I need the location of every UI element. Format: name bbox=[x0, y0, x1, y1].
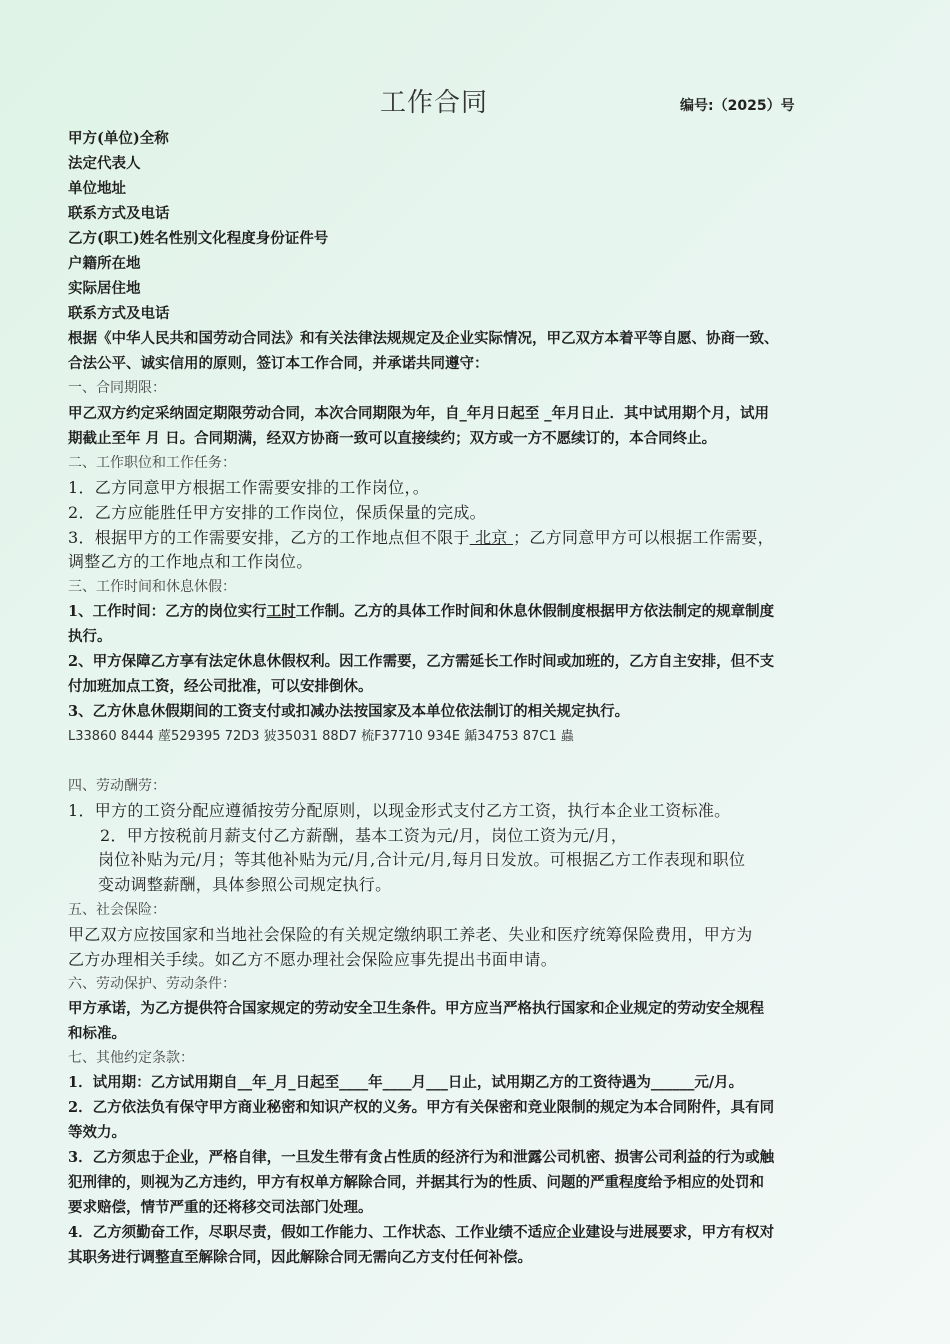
other-clause-3-cont: 犯刑律的，则视为乙方违约，甲方有权单方解除合同，并据其行为的性质、问题的严重程度给予相应的处罚和 bbox=[68, 1174, 764, 1191]
section-heading-protection: 六、劳动保护、劳动条件： bbox=[68, 976, 236, 992]
party-a-contact-field: 联系方式及电话 bbox=[68, 205, 170, 222]
other-clause-3: 3．乙方须忠于企业，严格自律，一旦发生带有贪占性质的经济行为和泄露公司机密、损害公司利益的行为或触 bbox=[68, 1149, 775, 1166]
party-b-contact-field: 联系方式及电话 bbox=[68, 305, 170, 322]
protection-paragraph-line: 甲方承诺，为乙方提供符合国家规定的劳动安全卫生条件。甲方应当严格执行国家和企业规定的劳动安全规程 bbox=[68, 1000, 764, 1017]
other-clause-4: 4．乙方须勤奋工作，尽职尽责，假如工作能力、工作状态、工作业绩不适应企业建设与进展要求，甲方有权对 bbox=[68, 1224, 775, 1241]
pay-clause-2-cont: 变动调整薪酬，具体参照公司规定执行。 bbox=[98, 875, 392, 894]
clause-text: 1、工作时间：乙方的岗位实行 bbox=[68, 603, 267, 620]
pay-clause-2: 2．甲方按税前月薪支付乙方薪酬，基本工资为元/月，岗位工资为元/月， bbox=[100, 826, 628, 845]
other-clause-1: 1．试用期：乙方试用期自__年_月_日起至____年____月___日止，试用期乙方的工资待遇为______元/月。 bbox=[68, 1074, 744, 1091]
section-heading-pay: 四、劳动酬劳： bbox=[68, 778, 166, 794]
party-b-info-field: 乙方(职工)姓名性别文化程度身份证件号 bbox=[68, 230, 329, 247]
position-clause-3 bbox=[68, 525, 888, 548]
pay-clause-1: 1．甲方的工资分配应遵循按劳分配原则，以现金形式支付乙方工资，执行本企业工资标准。 bbox=[68, 801, 731, 820]
clause-text: 3．根据甲方的工作需要安排，乙方的工作地点但不限于 bbox=[68, 528, 470, 547]
other-clause-4-cont: 其职务进行调整直至解除合同，因此解除合同无需向乙方支付任何补偿。 bbox=[68, 1249, 532, 1266]
hours-clause-1-cont: 执行。 bbox=[68, 628, 112, 645]
section-heading-position: 二、工作职位和工作任务： bbox=[68, 455, 236, 471]
work-location-value: 北京 bbox=[469, 528, 514, 547]
hours-clause-2-cont: 付加班加点工资，经公司批准，可以安排倒休。 bbox=[68, 678, 373, 695]
intro-paragraph-line: 根据《中华人民共和国劳动合同法》和有关法律法规规定及企业实际情况，甲乙双方本着平等自愿、协商一致、 bbox=[68, 330, 779, 347]
protection-paragraph-line: 和标准。 bbox=[68, 1025, 126, 1042]
page-title: 工作合同 bbox=[380, 88, 489, 118]
hours-clause-3: 3、乙方休息休假期间的工资支付或扣减办法按国家及本单位依法制订的相关规定执行。 bbox=[68, 703, 630, 720]
party-a-name-field: 甲方(单位)全称 bbox=[68, 130, 169, 147]
position-clause-3-cont: 调整乙方的工作地点和工作岗位。 bbox=[68, 552, 313, 571]
clause-text: ；乙方同意甲方可以根据工作需要， bbox=[513, 528, 774, 547]
term-paragraph-line: 期截止至年 月 日。合同期满，经双方协商一致可以直接续约；双方或一方不愿续订的，本合同终止。 bbox=[68, 430, 717, 447]
other-clause-2: 2．乙方依法负有保守甲方商业秘密和知识产权的义务。甲方有关保密和竞业限制的规定为本合同附件，具有同 bbox=[68, 1099, 775, 1116]
legal-representative-field: 法定代表人 bbox=[68, 155, 141, 172]
hours-clause-2: 2、甲方保障乙方享有法定休息休假权利。因工作需要，乙方需延长工作时间或加班的，乙方自主安排，但不支 bbox=[68, 653, 775, 670]
company-address-field: 单位地址 bbox=[68, 180, 126, 197]
intro-paragraph-line: 合法公平、诚实信用的原则，签订本工作合同，并承诺共同遵守： bbox=[68, 355, 489, 372]
term-paragraph-line: 甲乙双方约定采纳固定期限劳动合同，本次合同期限为年，自_年月日起至 _年月日止．其中试用期个月，试用 bbox=[68, 405, 770, 422]
hours-clause-1 bbox=[68, 600, 888, 621]
pay-clause-2-cont: 岗位补贴为元/月；等其他补贴为元/月,合计元/月,每月日发放。可根据乙方工作表现和职位 bbox=[98, 850, 746, 869]
work-hour-system-value: 工时 bbox=[266, 603, 296, 620]
position-clause-1: 1．乙方同意甲方根据工作需要安排的工作岗位，。 bbox=[68, 478, 430, 497]
household-registration-field: 户籍所在地 bbox=[68, 255, 141, 272]
other-clause-2-cont: 等效力。 bbox=[68, 1124, 126, 1141]
section-heading-insurance: 五、社会保险： bbox=[68, 902, 166, 918]
document-number: 编号:（2025）号 bbox=[680, 98, 795, 114]
residence-field: 实际居住地 bbox=[68, 280, 141, 297]
section-heading-hours: 三、工作时间和休息休假： bbox=[68, 579, 236, 595]
section-heading-other: 七、其他约定条款： bbox=[68, 1050, 194, 1066]
garbled-code-line: L33860 8444 蓙529395 72D3 狓35031 88D7 梳F37710 934E 鍎34753 87C1 蟲 bbox=[68, 729, 574, 744]
insurance-paragraph-line: 甲乙双方应按国家和当地社会保险的有关规定缴纳职工养老、失业和医疗统筹保险费用，甲方为 bbox=[68, 925, 753, 944]
position-clause-2: 2．乙方应能胜任甲方安排的工作岗位，保质保量的完成。 bbox=[68, 503, 486, 522]
section-heading-term: 一、合同期限： bbox=[68, 380, 166, 396]
other-clause-3-cont: 要求赔偿，情节严重的还将移交司法部门处理。 bbox=[68, 1199, 373, 1216]
clause-text: 工作制。乙方的具体工作时间和休息休假制度根据甲方依法制定的规章制度 bbox=[295, 603, 775, 620]
insurance-paragraph-line: 乙方办理相关手续。如乙方不愿办理社会保险应事先提出书面申请。 bbox=[68, 950, 558, 969]
